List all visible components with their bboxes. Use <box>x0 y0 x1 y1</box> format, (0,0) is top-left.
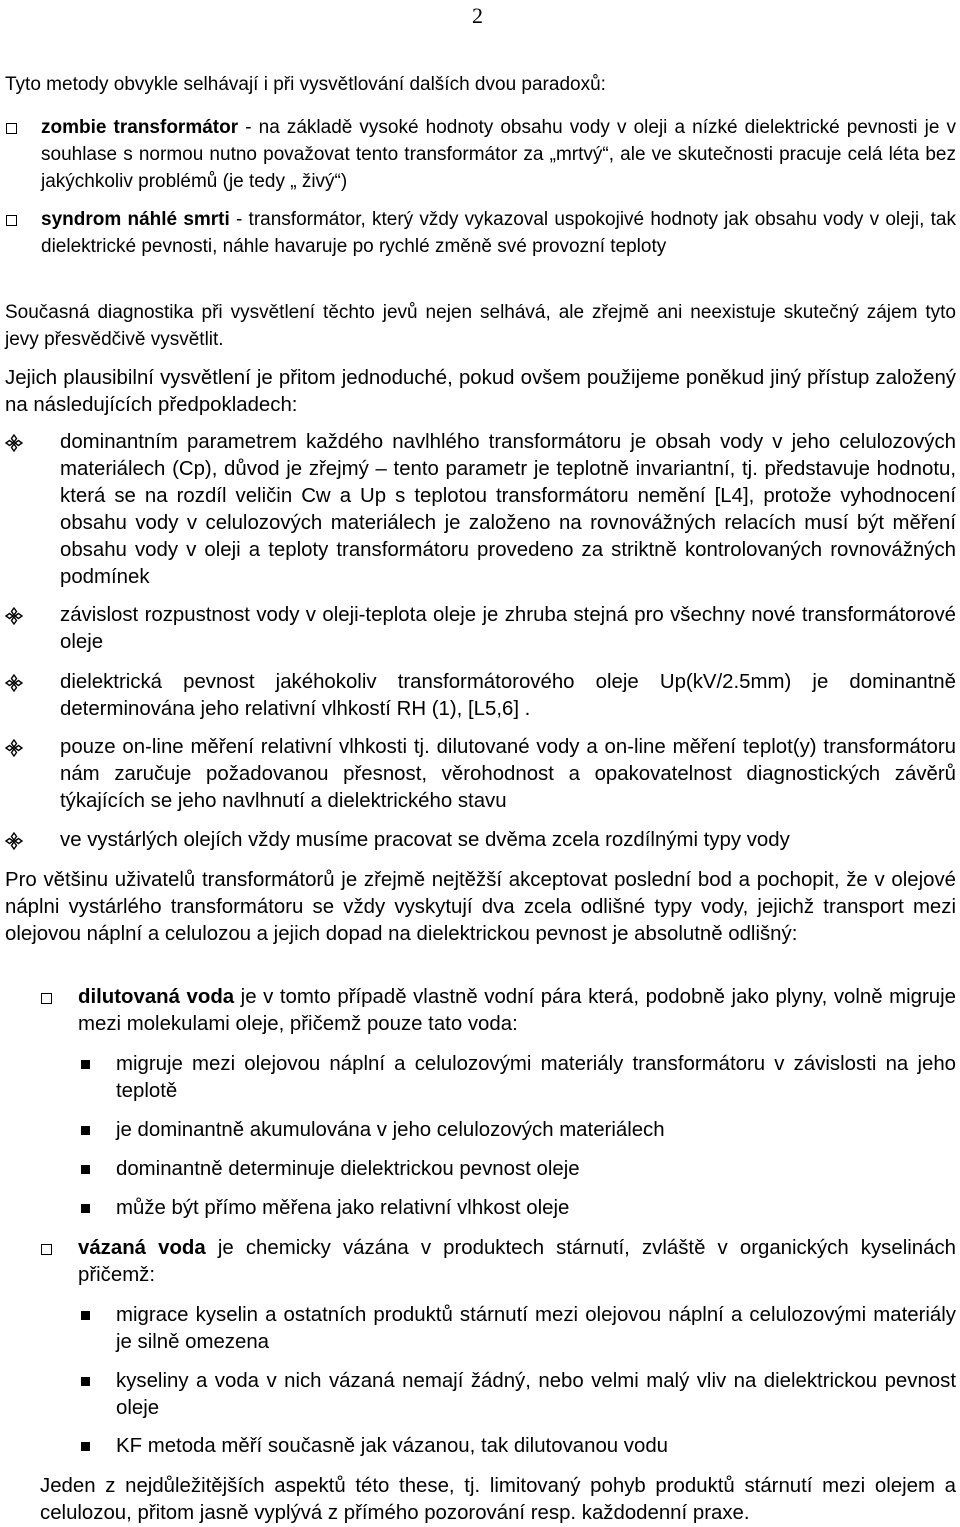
sub-item-text: může být přímo měřena jako relativní vlhkost oleje <box>116 1197 570 1219</box>
diagnostics-paragraph: Současná diagnostika při vysvětlení těchto jevů nejen selhává, ale zřejmě ani neexistuje skutečný zájem tyto jevy přesvědčivě vysvětlit. <box>5 302 956 350</box>
paradox-term: syndrom náhlé smrti <box>41 209 230 230</box>
list-item <box>78 1195 956 1222</box>
four-diamonds-icon <box>5 674 23 692</box>
square-bullet-icon <box>81 1377 90 1386</box>
intro-paragraph: Tyto metody obvykle selhávají i při vysvětlování dalších dvou paradoxů: <box>5 74 606 95</box>
water-type-text: je chemicky vázána v produktech stárnutí, zvláště v organických kyselinách přičemž: <box>78 1237 956 1286</box>
four-diamonds-icon <box>5 607 23 625</box>
list-item <box>40 984 956 1038</box>
list-item <box>5 827 956 854</box>
checkbox-bullet-icon <box>41 993 52 1004</box>
list-item <box>78 1433 956 1460</box>
four-diamonds-icon <box>5 434 23 452</box>
list-item <box>5 602 956 656</box>
assumption-text: závislost rozpustnost vody v oleji-teplota oleje je zhruba stejná pro všechny nové transformátorové oleje <box>60 604 956 653</box>
sub-item-text: migrace kyselin a ostatních produktů stárnutí mezi olejovou náplní a celulozovými materiály je silně omezena <box>116 1304 956 1353</box>
list-item <box>78 1051 956 1105</box>
checkbox-bullet-icon <box>6 123 17 134</box>
water-type-term: vázaná voda <box>78 1237 206 1259</box>
square-bullet-icon <box>81 1204 90 1213</box>
page-number: 2 <box>472 3 483 28</box>
list-item <box>78 1156 956 1183</box>
square-bullet-icon <box>81 1126 90 1135</box>
square-bullet-icon <box>81 1165 90 1174</box>
sub-item-text: dominantně determinuje dielektrickou pevnost oleje <box>116 1158 580 1180</box>
square-bullet-icon <box>81 1060 90 1069</box>
list-item <box>5 734 956 815</box>
list-item <box>78 1368 956 1422</box>
assumption-text: dominantním parametrem každého navlhlého transformátoru je obsah vody v jeho celulozových materiálech (Cp), důvod je zřejmý – tento parametr je teplotně invariantní, tj. představuje hodnotu, která se na rozdíl veličin Cw a Up s teplotou transformátoru nemění [L4], protože vyhodnocení obsahu vody v celulozových materiálech je založeno na rovnovážných relacích musí být měření obsahu vody v oleji a teploty transformátoru provedeno za striktně kontrolovaných rovnovážných podmínek <box>60 431 956 588</box>
sub-item-text: kyseliny a voda v nich vázaná nemají žádný, nebo velmi malý vliv na dielektrickou pevnost oleje <box>116 1370 956 1419</box>
sub-item-text: je dominantně akumulována v jeho celulozových materiálech <box>116 1119 665 1141</box>
assumption-text: dielektrická pevnost jakéhokoliv transformátorového oleje Up(kV/2.5mm) je dominantně determinována jeho relativní vlhkostí RH (1), [L5,6] . <box>60 671 956 720</box>
sub-item-text: migruje mezi olejovou náplní a celulozovými materiály transformátoru v závislosti na jeho teplotě <box>116 1053 956 1102</box>
list-item <box>5 429 956 591</box>
sub-item-text: KF metoda měří současně jak vázanou, tak dilutovanou vodu <box>116 1435 669 1457</box>
list-item <box>5 669 956 723</box>
list-item <box>78 1302 956 1356</box>
paradox-text: - na základě vysoké hodnoty obsahu vody v oleji a nízké dielektrické pevnosti je v souhlase s normou nutno považovat tento transformátor za „mrtvý“, ale ve skutečnosti pracuje celá léta bez jakýchkoliv problémů (je tedy „ živý“) <box>41 117 956 192</box>
paradox-text: - transformátor, který vždy vykazoval uspokojivé hodnoty jak obsahu vody v oleji, tak dielektrické pevnosti, náhle havaruje po rychlé změně své provozní teploty <box>41 209 956 257</box>
final-paragraph: Jeden z nejdůležitějších aspektů této these, tj. limitovaný pohyb produktů stárnutí mezi olejem a celulozou, přitom jasně vyplývá z přímého pozorování resp. každodenní praxe. <box>40 1475 956 1524</box>
assumption-text: pouze on-line měření relativní vlhkosti tj. dilutované vody a on-line měření teplot(y) transformátoru nám zaručuje požadovanou přesnost, věrohodnost a opakovatelnost diagnostických závěrů týkajících se jeho navlhnutí a dielektrického stavu <box>60 736 956 812</box>
users-paragraph: Pro většinu uživatelů transformátorů je zřejmě nejtěžší akceptovat poslední bod a pochopit, že v olejové náplni vystárlého transformátoru se vždy vyskytují dva zcela odlišné typy vody, jejichž transport mezi olejovou náplní a celulozou a jejich dopad na dielektrickou pevnost je absolutně odlišný: <box>5 869 956 945</box>
square-bullet-icon <box>81 1442 90 1451</box>
list-item <box>78 1117 956 1144</box>
square-bullet-icon <box>81 1311 90 1320</box>
list-item <box>40 1235 956 1289</box>
list-item <box>5 206 956 260</box>
checkbox-bullet-icon <box>6 215 17 226</box>
list-item <box>5 114 956 195</box>
water-type-term: dilutovaná voda <box>78 986 235 1008</box>
assumption-text: ve vystárlých olejích vždy musíme pracovat se dvěma zcela rozdílnými typy vody <box>60 829 790 851</box>
water-type-text: je v tomto případě vlastně vodní pára která, podobně jako plyny, volně migruje mezi molekulami oleje, přičemž pouze tato voda: <box>78 986 956 1035</box>
checkbox-bullet-icon <box>41 1244 52 1255</box>
explanation-paragraph: Jejich plausibilní vysvětlení je přitom jednoduché, pokud ovšem použijeme poněkud jiný přístup založený na následujících předpokladech: <box>5 367 956 416</box>
four-diamonds-icon <box>5 739 23 757</box>
four-diamonds-icon <box>5 832 23 850</box>
paradox-term: zombie transformátor <box>41 117 239 138</box>
